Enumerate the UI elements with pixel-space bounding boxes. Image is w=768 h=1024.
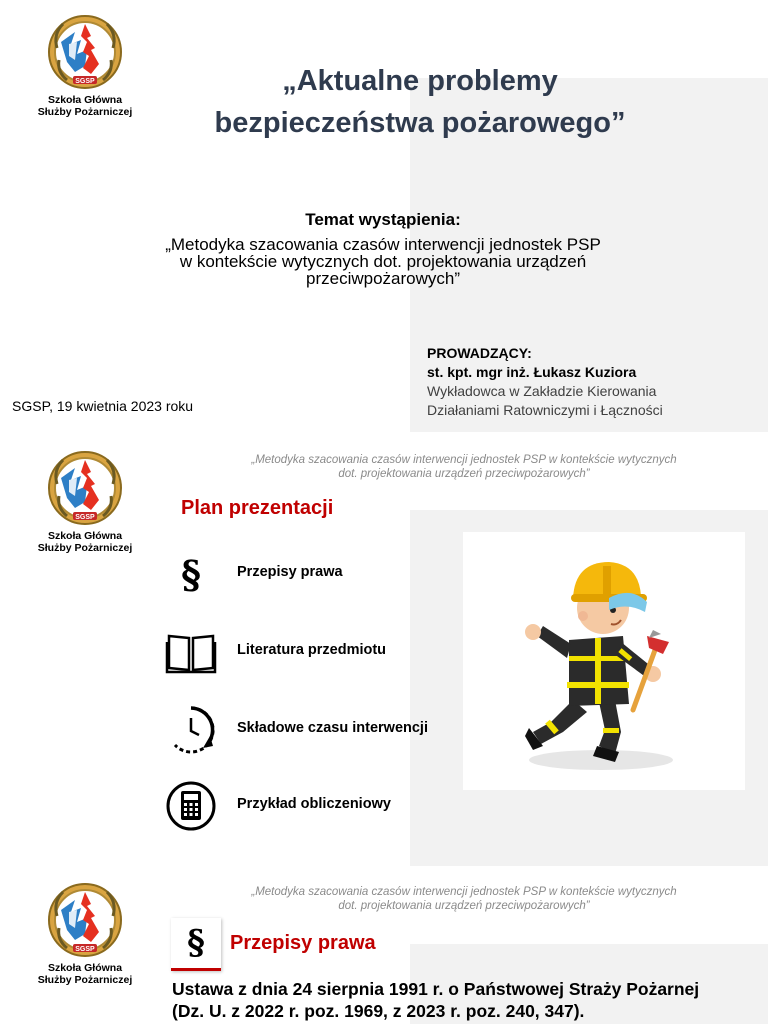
plan-item-literature xyxy=(165,626,455,678)
sgsp-logo xyxy=(30,882,140,986)
presenter-role: Działaniami Ratowniczymi i Łączności xyxy=(427,402,663,418)
plan-item-intervention-time xyxy=(165,704,455,756)
slide-header-note xyxy=(180,885,748,913)
logo-caption-line: Służby Pożarniczej xyxy=(37,974,133,986)
presentation-title xyxy=(150,60,690,144)
slide-plan xyxy=(0,440,768,868)
book-icon xyxy=(165,626,217,678)
law-line: (Dz. U. z 2022 r. poz. 1969, z 2023 r. poz. 240, 347). xyxy=(172,1001,585,1021)
law-line: Ustawa z dnia 24 sierpnia 1991 r. o Państwowej Straży Pożarnej xyxy=(172,979,700,999)
topic-text xyxy=(110,236,656,287)
sgsp-logo xyxy=(30,450,140,554)
slide-regulations xyxy=(0,868,768,1024)
presenter-block xyxy=(427,344,663,420)
plan-title: Plan prezentacji xyxy=(181,497,334,519)
logo-caption-line: Szkoła Główna xyxy=(47,530,123,542)
topic-label: Temat wystąpienia: xyxy=(305,210,461,229)
logo-caption-line: Służby Pożarniczej xyxy=(37,542,133,554)
presenter-role: Wykładowca w Zakładzie Kierowania xyxy=(427,383,657,399)
plan-item-label: Literatura przedmiotu xyxy=(237,642,387,658)
sgsp-logo xyxy=(30,14,140,118)
paragraph-icon xyxy=(171,918,221,971)
logo-caption xyxy=(30,530,140,554)
topic-line: przeciwpożarowych” xyxy=(306,269,460,288)
header-note-line: „Metodyka szacowania czasów interwencji jednostek PSP w kontekście wytycznych xyxy=(251,454,677,466)
presenter-name: st. kpt. mgr inż. Łukasz Kuziora xyxy=(427,364,637,380)
section-title: Przepisy prawa xyxy=(230,932,376,954)
paragraph-icon: § xyxy=(181,551,201,597)
topic-line: „Metodyka szacowania czasów interwencji jednostek PSP xyxy=(165,235,601,254)
sgsp-emblem-icon xyxy=(47,450,123,526)
slide-title xyxy=(0,0,768,440)
logo-caption xyxy=(30,94,140,118)
firefighter-illustration xyxy=(463,532,745,790)
header-note-line: dot. projektowania urządzeń przeciwpożarowych” xyxy=(338,468,590,480)
plan-item-label: Składowe czasu interwencji xyxy=(237,720,428,736)
sgsp-emblem-icon xyxy=(47,14,123,90)
logo-caption-line: Służby Pożarniczej xyxy=(37,106,133,118)
logo-caption-line: Szkoła Główna xyxy=(47,962,123,974)
header-note-line: „Metodyka szacowania czasów interwencji jednostek PSP w kontekście wytycznych xyxy=(251,886,677,898)
law-reference xyxy=(172,978,699,1022)
plan-item-example xyxy=(165,780,455,832)
paragraph-glyph: § xyxy=(187,923,205,963)
title-line: „Aktualne problemy xyxy=(282,65,558,97)
logo-caption xyxy=(30,962,140,986)
logo-caption-line: Szkoła Główna xyxy=(47,94,123,106)
plan-item-regulations xyxy=(165,548,455,600)
presenter-label: PROWADZĄCY: xyxy=(427,345,532,361)
plan-item-label: Przepisy prawa xyxy=(237,564,343,580)
sgsp-emblem-icon xyxy=(47,882,123,958)
presentation-date: SGSP, 19 kwietnia 2023 roku xyxy=(12,398,194,414)
plan-item-label: Przykład obliczeniowy xyxy=(237,796,391,812)
clock-icon xyxy=(165,704,217,756)
header-note-line: dot. projektowania urządzeń przeciwpożarowych” xyxy=(338,900,590,912)
topic-line: w kontekście wytycznych dot. projektowania urządzeń xyxy=(179,252,587,271)
slide-header-note xyxy=(180,453,748,481)
title-line: bezpieczeństwa pożarowego” xyxy=(214,107,626,139)
calculator-icon xyxy=(165,780,217,832)
